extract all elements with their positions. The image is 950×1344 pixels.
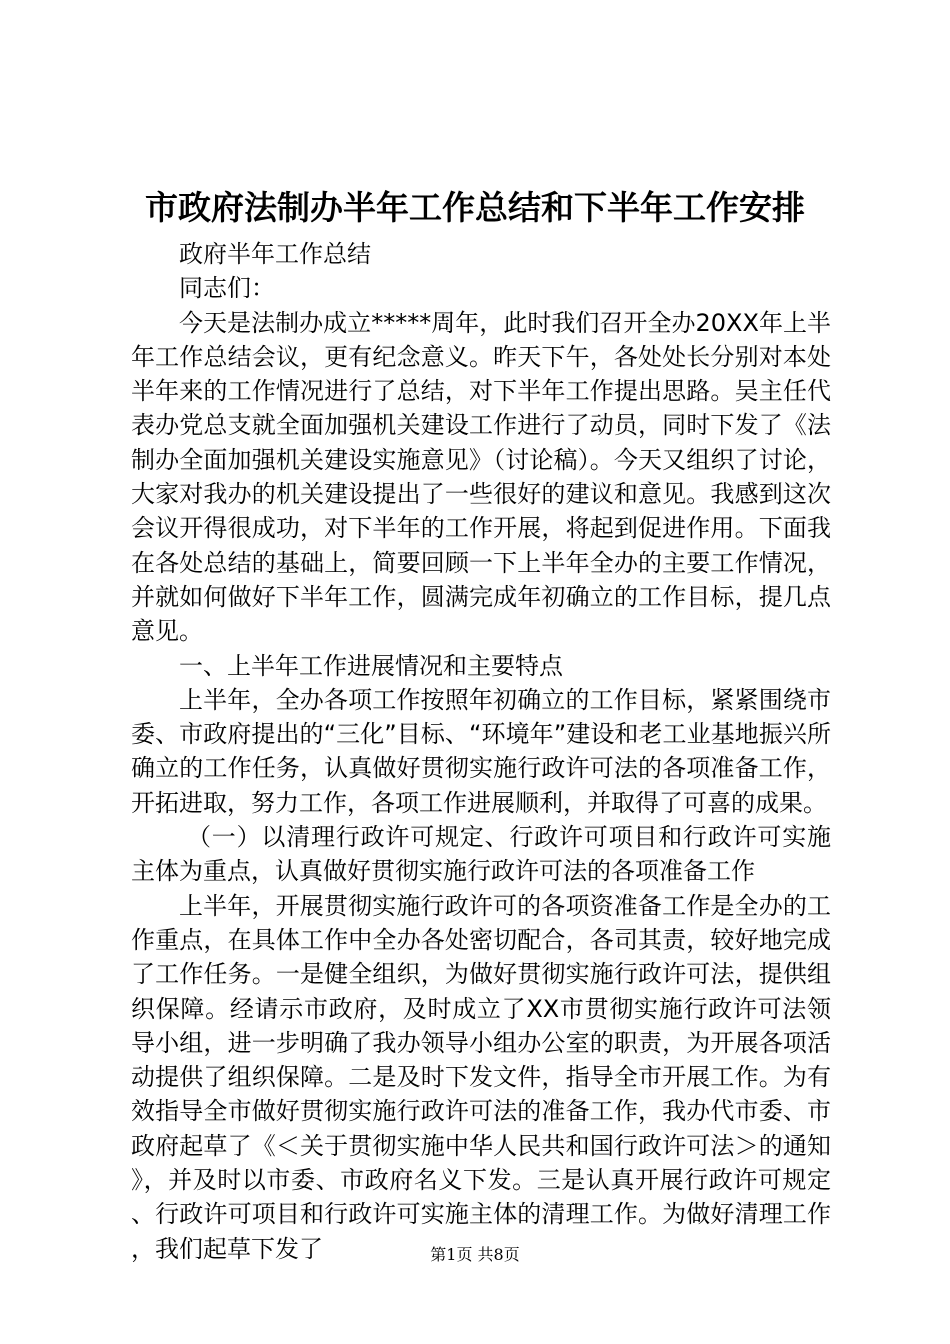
section-heading-1: 一、上半年工作进展情况和主要特点 (179, 651, 563, 680)
paragraph-overview: 上半年，全办各项工作按照年初确立的工作目标，紧紧围绕市委、市政府提出的“三化”目标、“环境年”建设和老工业基地振兴所确立的工作任务，认真做好贯彻实施行政许可法的各项准备工作，开拓进取，努力工作，各项工作进展顺利，并取得了可喜的成果。 (131, 685, 831, 817)
subsection-heading-1: （一）以清理行政许可规定、行政许可项目和行政许可实施主体为重点，认真做好贯彻实施行政许可法的各项准备工作 (131, 823, 831, 886)
paragraph-intro: 今天是法制办成立*****周年，此时我们召开全办20XX年上半年工作总结会议，更有纪念意义。昨天下午，各处处长分别对本处半年来的工作情况进行了总结，对下半年工作提出思路。吴主任代表办党总支就全面加强机关建设工作进行了动员，同时下发了《法制办全面加强机关建设实施意见》（讨论稿）。今天又组织了讨论，大家对我办的机关建设提出了一些很好的建议和意见。我感到这次会议开得很成功，对下半年的工作开展，将起到促进作用。下面我在各处总结的基础上，简要回顾一下上半年全办的主要工作情况，并就如何做好下半年工作，圆满完成年初确立的工作目标，提几点意见。 (131, 308, 831, 646)
paragraph-subtitle: 政府半年工作总结 (179, 240, 371, 268)
document-body (131, 237, 831, 1266)
paragraph-salutation: 同志们： (179, 274, 275, 303)
document-title: 市政府法制办半年工作总结和下半年工作安排 (145, 188, 805, 227)
paragraph-details: 上半年，开展贯彻实施行政许可的各项资准备工作是全办的工作重点，在具体工作中全办各处密切配合，各司其责，较好地完成了工作任务。一是健全组织，为做好贯彻实施行政许可法，提供组织保障。经请示市政府，及时成立了XX市贯彻实施行政许可法领导小组，进一步明确了我办领导小组办公室的职责，为开展各项活动提供了组织保障。二是及时下发文件，指导全市开展工作。为有效指导全市做好贯彻实施行政许可法的准备工作，我办代市委、市政府起草了《＜关于贯彻实施中华人民共和国行政许可法＞的通知》，并及时以市委、市政府名义下发。三是认真开展行政许可规定、行政许可项目和行政许可实施主体的清理工作。为做好清理工作，我们起草下发了 (131, 891, 831, 1263)
page-footer: 第1页 共8页 (430, 1245, 520, 1264)
